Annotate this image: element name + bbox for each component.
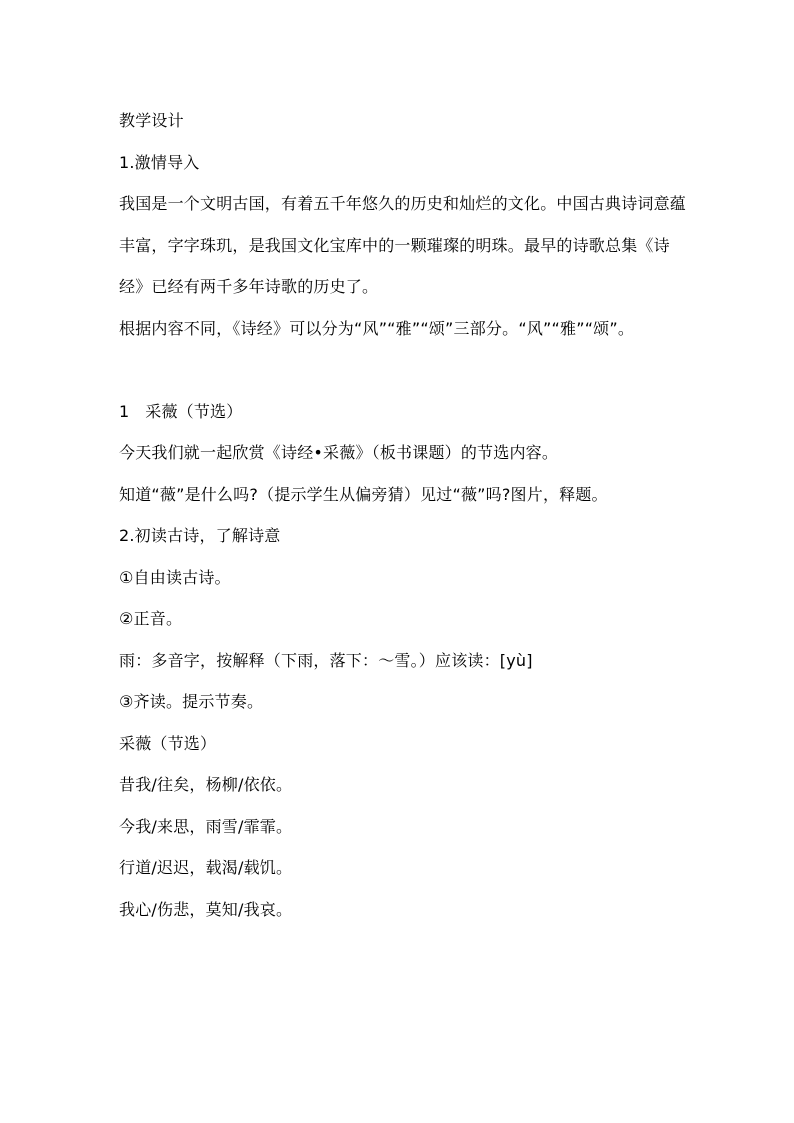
section-heading-intro: 1.激情导入: [119, 152, 200, 172]
heading-teaching-design: 教学设计: [119, 111, 184, 130]
paragraph-shijing-parts: 根据内容不同，《诗经》可以分为“风”“雅”“颂”三部分。“风”“雅”“颂”。: [119, 318, 635, 338]
poem-line: 昔我/往矣，杨柳/依依。: [119, 775, 293, 794]
section-heading-first-reading: 2.初读古诗，了解诗意: [119, 526, 281, 545]
blank-line: [119, 349, 691, 391]
step-pronunciation: ②正音。: [119, 609, 183, 628]
paragraph-polyphone-yu: 雨：多音字，按解释（下雨，落下：～雪。）应该读：[yù]: [119, 650, 533, 670]
document-body: [119, 100, 691, 930]
paragraph-intro: 我国是一个文明古国，有着五千年悠久的历史和灿烂的文化。中国古典诗词意蕴丰富，字字珠玑，是我国文化宝库中的一颗璀璨的明珠。最早的诗歌总集《诗经》已经有两千多年诗歌的历史了。: [119, 194, 687, 296]
paragraph-appreciate: 今天我们就一起欣赏《诗经•采薇》（板书课题）的节选内容。: [119, 443, 559, 462]
poem-title: 采薇（节选）: [119, 733, 217, 753]
poem-line: 我心/伤悲，莫知/我哀。: [119, 899, 293, 919]
step-group-reading: ③齐读。提示节奏。: [119, 692, 264, 711]
paragraph-wei-question: 知道“薇”是什么吗?（提示学生从偏旁猜）见过“薇”吗?图片，释题。: [119, 484, 608, 504]
poem-line: 今我/来思，雨雪/霏霏。: [119, 816, 293, 836]
lesson-title: 1 采薇（节选）: [119, 401, 243, 421]
poem-line: 行道/迟迟，载渴/载饥。: [119, 858, 293, 877]
step-free-reading: ①自由读古诗。: [119, 567, 231, 587]
